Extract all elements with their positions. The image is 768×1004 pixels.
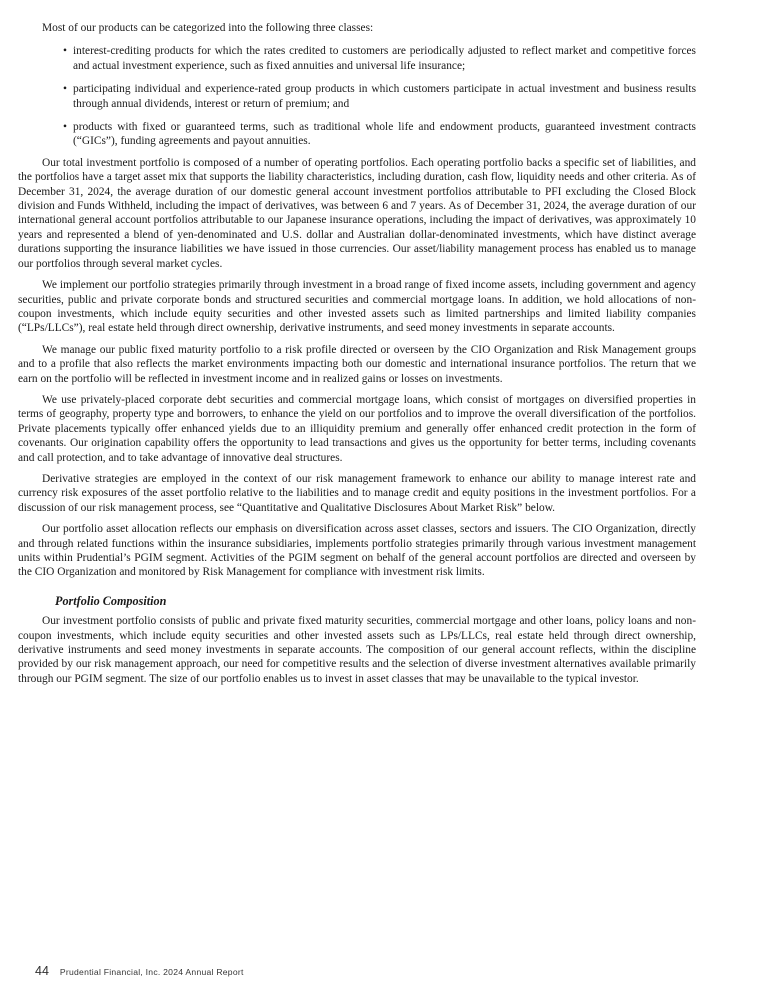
bullet-item: [18, 44, 696, 73]
body-paragraph: Our total investment portfolio is composed of a number of operating portfolios. Each operating portfolio backs a specific set of liabilities, and the portfolios have a target asset mix that supports the liability characteristics, including duration, cash flow, liquidity needs and other criteria. As of December 31, 2024, the average duration of our domestic general account investment portfolios attributable to PFI excluding the Closed Block division and Funds Withheld, including the impact of derivatives, was between 6 and 7 years. As of December 31, 2024, the average duration of our international general account portfolios attributable to our Japanese insurance operations, including the impact of derivatives, was approximately 10 years and represented a blend of yen-denominated and U.S. dollar and Australian dollar-denominated investments, which have distinct average durations supporting the insurance liabilities we have issued in those currencies. Our asset/liability management process has enabled us to manage our portfolios through several market cycles.: [18, 156, 696, 270]
bullet-marker: •: [63, 45, 67, 58]
body-paragraph: We use privately-placed corporate debt securities and commercial mortgage loans, which consist of mortgages on diversified properties in terms of geography, property type and borrowers, to enhance the yield on our portfolios and to improve the overall diversification of the portfolios. Private placements typically offer enhanced yields due to an illiquidity premium and generally offer enhanced credit protection in the form of covenants. Our origination capability offers the opportunity to lead transactions and gives us the opportunity for better terms, including covenants and call protection, and to take advantage of innovative deal structures.: [18, 393, 696, 464]
page-number: 44: [35, 964, 49, 978]
bullet-item: [18, 82, 696, 111]
body-paragraph: We implement our portfolio strategies primarily through investment in a broad range of fixed income assets, including government and agency securities, public and private corporate bonds and structured securities and commercial mortgage loans. In addition, we hold allocations of non-coupon investments, which include equity securities and other invested assets such as limited partnerships and limited liability companies (“LPs/LLCs”), real estate held through direct ownership, derivative instruments, and seed money investments in separate accounts.: [18, 279, 696, 335]
page-body-text: [18, 21, 696, 686]
section-heading-portfolio-composition: Portfolio Composition: [55, 593, 167, 608]
bullet-item: [18, 120, 696, 149]
body-paragraph: Derivative strategies are employed in the context of our risk management framework to enhance our ability to manage interest rate and currency risk exposures of the asset portfolio relative to the liabilities and to manage credit and equity positions in the investment portfolios. For a discussion of our risk management process, see “Quantitative and Qualitative Disclosures About Market Risk” below.: [18, 472, 696, 514]
bullet-marker: •: [63, 121, 67, 134]
bullet-text: interest-crediting products for which the rates credited to customers are periodically adjusted to reflect market and competitive forces and actual investment experience, such as fixed annuities and universal life insurance;: [73, 45, 696, 72]
bullet-marker: •: [63, 83, 67, 96]
body-paragraph: We manage our public fixed maturity portfolio to a risk profile directed or overseen by the CIO Organization and Risk Management groups and to a profile that also reflects the market environments impacting both our domestic and international insurance portfolios. The return that we earn on the portfolio will be reflected in investment income and in realized gains or losses on investments.: [18, 343, 696, 385]
intro-paragraph: Most of our products can be categorized into the following three classes:: [42, 22, 374, 34]
bullet-text: participating individual and experience-rated group products in which customers participate in actual investment and business results through annual dividends, interest or return of premium; and: [73, 83, 696, 110]
body-paragraph: Our portfolio asset allocation reflects our emphasis on diversification across asset classes, sectors and issuers. The CIO Organization, directly and through related functions within the insurance subsidiaries, implements portfolio strategies primarily through various investment management units within Prudential’s PGIM segment. Activities of the PGIM segment on behalf of the general account portfolios are directed and overseen by the CIO Organization and monitored by Risk Management for compliance with investment risk limits.: [18, 523, 696, 579]
page-footer: [35, 962, 244, 980]
bullet-text: products with fixed or guaranteed terms, such as traditional whole life and endowment products, guaranteed investment contracts (“GICs”), funding agreements and payout annuities.: [73, 121, 696, 148]
report-title: Prudential Financial, Inc. 2024 Annual Report: [59, 967, 244, 977]
body-paragraph: Our investment portfolio consists of public and private fixed maturity securities, commercial mortgage and other loans, policy loans and non-coupon investments, which include equity securities and other invested assets such as LPs/LLCs, real estate held through direct ownership, derivative instruments and seed money investments in separate accounts. The composition of our general account reflects, within the discipline provided by our risk management approach, our need for competitive results and the selection of diverse investment alternatives available primarily through our PGIM segment. The size of our portfolio enables us to invest in asset classes that may be unavailable to the typical investor.: [18, 615, 696, 685]
product-classes-list: [18, 44, 696, 148]
